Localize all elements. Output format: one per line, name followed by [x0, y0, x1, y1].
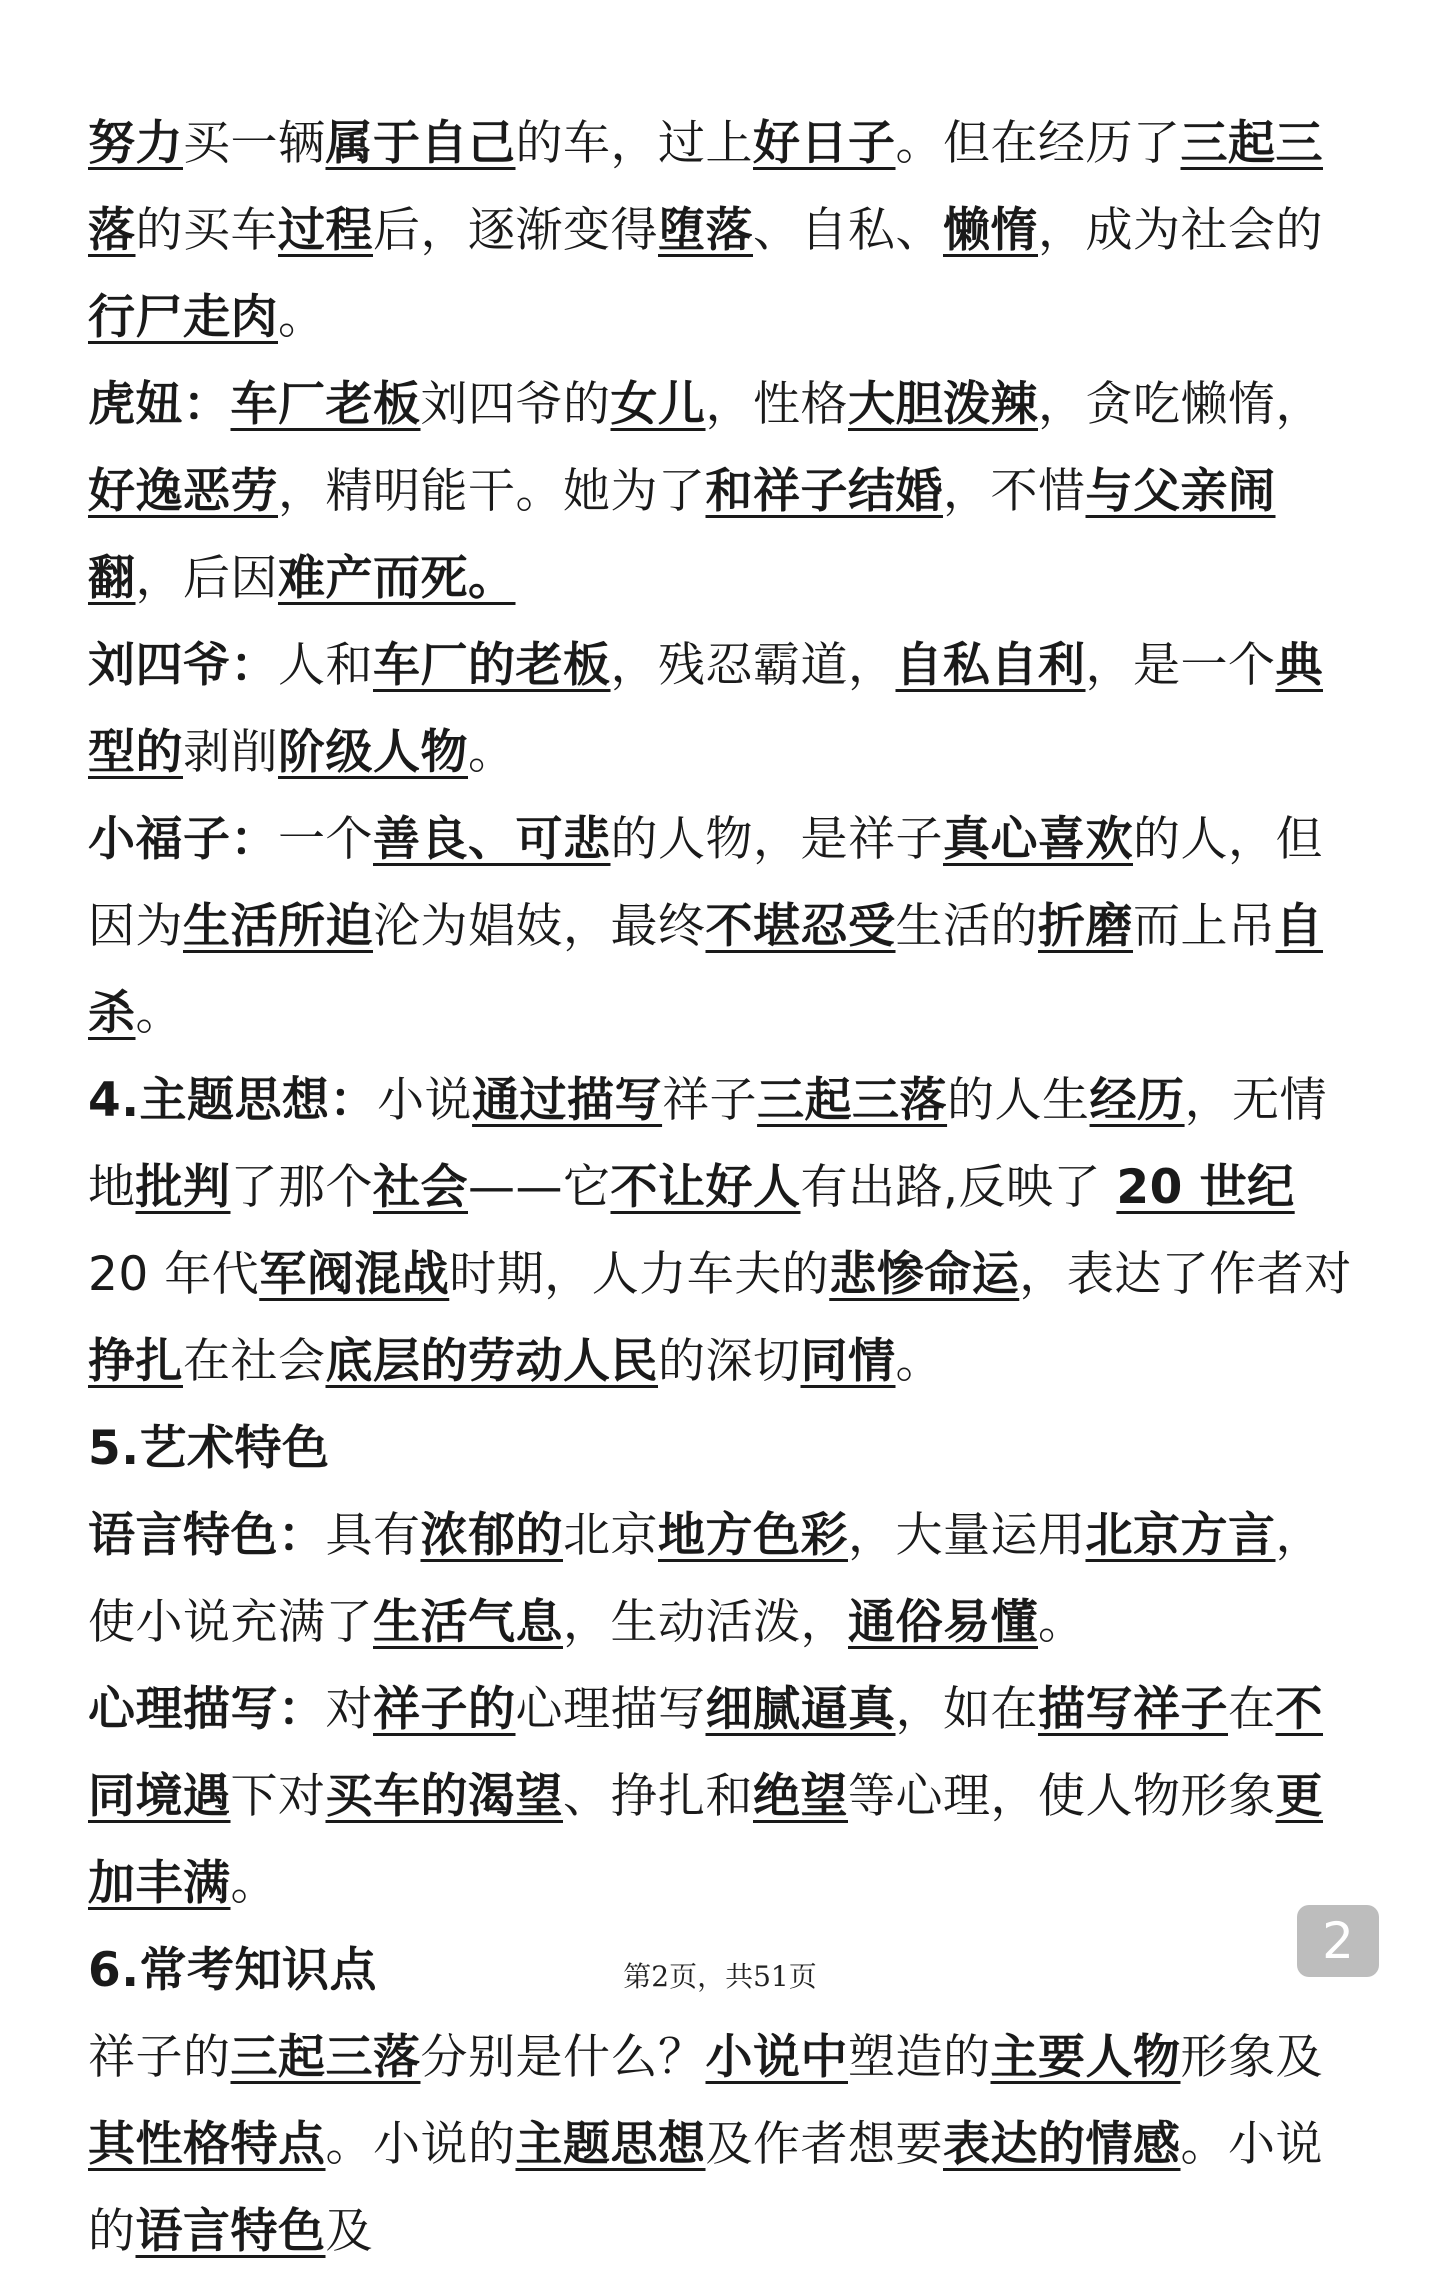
body-text: 对	[325, 1682, 373, 1737]
emphasis-text: 堕落	[658, 203, 753, 258]
body-text: 在	[1228, 1682, 1276, 1737]
emphasis-text: 典型的	[88, 638, 1323, 780]
emphasis-text: 通过描写	[472, 1073, 663, 1128]
body-text: 。	[895, 1334, 943, 1389]
emphasis-text: 三起三落	[757, 1073, 948, 1128]
emphasis-text: 地方色彩	[658, 1508, 848, 1563]
body-text: 。	[1038, 1595, 1086, 1650]
emphasis-text: 小福子：	[88, 812, 278, 867]
emphasis-text: 语言特色：	[88, 1508, 326, 1563]
emphasis-text: 车厂的老板	[373, 638, 611, 693]
emphasis-text: 心理描写：	[88, 1682, 326, 1737]
emphasis-text: 善良、可悲	[373, 812, 611, 867]
body-text: ，成为社会的	[1038, 203, 1323, 258]
body-text: 。小说的	[88, 2117, 1323, 2259]
emphasis-text: 折磨	[1038, 899, 1133, 954]
emphasis-text: 军阀混战	[259, 1247, 450, 1302]
emphasis-text: 自杀	[88, 899, 1323, 1041]
paragraph	[88, 622, 1358, 796]
emphasis-text: 主要人物	[990, 2030, 1181, 2085]
body-text: ，生动活泼，	[563, 1595, 848, 1650]
emphasis-text: 三起三落	[230, 2030, 421, 2085]
body-text: 北京	[563, 1508, 658, 1563]
document-body	[88, 100, 1358, 2275]
body-text: ，大量运用	[848, 1508, 1086, 1563]
emphasis-text: 经历	[1089, 1073, 1185, 1128]
emphasis-text: 不堪忍受	[705, 899, 896, 954]
emphasis-text: 过程	[278, 203, 373, 258]
body-text: ，贪吃懒惰，	[1038, 377, 1323, 432]
body-text: 后，逐渐变得	[373, 203, 658, 258]
body-text: 生活的	[895, 899, 1038, 954]
emphasis-text: 5.艺术特色	[88, 1421, 330, 1476]
body-text: 沦为娼妓，最终	[373, 899, 706, 954]
body-text: 时期，人力车夫的	[449, 1247, 830, 1302]
body-text: ，使小说充满了	[88, 1508, 1323, 1650]
body-text: ，如在	[895, 1682, 1038, 1737]
paragraph	[88, 1666, 1358, 1927]
body-text: 的深切	[658, 1334, 801, 1389]
body-text: 买一辆	[183, 116, 326, 171]
paragraph	[88, 2014, 1358, 2275]
body-text: 。小说的	[325, 2117, 516, 2172]
paragraph	[88, 1057, 1358, 1405]
body-text: 。	[230, 1856, 278, 1911]
body-text: 。	[135, 986, 183, 1041]
body-text: 小说	[377, 1073, 473, 1128]
emphasis-text: 6.常考知识点	[88, 1943, 378, 1998]
emphasis-text: 描写祥子	[1038, 1682, 1228, 1737]
emphasis-text: 小说中	[705, 2030, 848, 2085]
emphasis-text: 与父亲闹翻	[88, 464, 1276, 606]
body-text: 人和	[278, 638, 373, 693]
body-text: 的买车	[135, 203, 278, 258]
paragraph	[88, 100, 1358, 361]
body-text: 。	[278, 290, 326, 345]
emphasis-text: 好日子	[753, 116, 896, 171]
emphasis-text: 祥子的	[373, 1682, 516, 1737]
emphasis-text: 好逸恶劳	[88, 464, 278, 519]
emphasis-text: 和祥子结婚	[705, 464, 943, 519]
body-text: 形象及	[1180, 2030, 1323, 2085]
emphasis-text: 努力	[88, 116, 183, 171]
page-footer: 第2页，共51页	[623, 1960, 817, 1993]
body-text: ，不惜	[943, 464, 1086, 519]
body-text: 20 年代	[88, 1247, 260, 1302]
emphasis-text: 底层的劳动人民	[325, 1334, 658, 1389]
emphasis-text: 真心喜欢	[943, 812, 1133, 867]
emphasis-text: 浓郁的	[420, 1508, 563, 1563]
paragraph	[88, 1405, 1358, 1492]
body-text: 剥削	[183, 725, 278, 780]
emphasis-text: 阶级人物	[278, 725, 468, 780]
body-text: ，无情地	[88, 1073, 1328, 1215]
body-text: ，精明能干。她为了	[278, 464, 706, 519]
emphasis-text: 行尸走肉	[88, 290, 278, 345]
body-text: 的人，但因为	[88, 812, 1323, 954]
emphasis-text: 其性格特点	[88, 2117, 326, 2172]
body-text: 及作者想要	[705, 2117, 943, 2172]
body-text: 的人物，是祥子	[610, 812, 943, 867]
body-text: 等心理，使人物形象	[848, 1769, 1276, 1824]
emphasis-text: 女儿	[610, 377, 706, 432]
emphasis-text: 懒惰	[943, 203, 1038, 258]
emphasis-text: 4.主题思想：	[88, 1073, 378, 1128]
body-text: 具有	[325, 1508, 421, 1563]
body-text: 、自私、	[753, 203, 943, 258]
emphasis-text: 车厂老板	[230, 377, 421, 432]
body-text: ，性格	[705, 377, 848, 432]
body-text: 祥子	[662, 1073, 758, 1128]
body-text: ，表达了作者对	[1019, 1247, 1352, 1302]
emphasis-text: 北京方言	[1085, 1508, 1276, 1563]
paragraph	[88, 796, 1358, 1057]
body-text: 塑造的	[848, 2030, 991, 2085]
body-text: 了那个	[230, 1160, 373, 1215]
emphasis-text: 买车的渴望	[325, 1769, 563, 1824]
paragraph	[88, 1492, 1358, 1666]
emphasis-text: 生活所迫	[183, 899, 373, 954]
emphasis-text: 表达的情感	[943, 2117, 1181, 2172]
body-text: ，后因	[135, 551, 278, 606]
body-text: 、挣扎和	[563, 1769, 753, 1824]
emphasis-text: 同情	[800, 1334, 896, 1389]
body-text: 刘四爷的	[420, 377, 611, 432]
emphasis-text: 不同境遇	[88, 1682, 1323, 1824]
paragraph	[88, 361, 1358, 622]
emphasis-text: 细腻逼真	[705, 1682, 896, 1737]
emphasis-text: 社会	[373, 1160, 468, 1215]
body-text: ，是一个	[1085, 638, 1276, 693]
emphasis-text: 挣扎	[88, 1334, 183, 1389]
emphasis-text: 属于自己	[325, 116, 516, 171]
emphasis-text: 批判	[135, 1160, 231, 1215]
body-text: 有出路,反映了	[800, 1160, 1117, 1215]
emphasis-text: 刘四爷：	[88, 638, 278, 693]
emphasis-text: 三起三落	[88, 116, 1323, 258]
body-text: 。	[468, 725, 516, 780]
body-text: 而上吊	[1133, 899, 1276, 954]
emphasis-text: 难产而死。	[278, 551, 516, 606]
emphasis-text: 不让好人	[610, 1160, 801, 1215]
body-text: 心理描写	[515, 1682, 706, 1737]
body-text: 的人生	[947, 1073, 1090, 1128]
body-text: 在社会	[183, 1334, 326, 1389]
page-number-badge: 2	[1297, 1905, 1379, 1977]
emphasis-text: 语言特色	[135, 2204, 326, 2259]
body-text: 分别是什么？	[420, 2030, 706, 2085]
emphasis-text: 更加丰满	[88, 1769, 1323, 1911]
emphasis-text: 大胆泼辣	[848, 377, 1038, 432]
emphasis-text: 生活气息	[373, 1595, 563, 1650]
emphasis-text: 绝望	[753, 1769, 848, 1824]
body-text: 。但在经历了	[895, 116, 1181, 171]
body-text: 的车，过上	[515, 116, 753, 171]
emphasis-text: 主题思想	[515, 2117, 706, 2172]
emphasis-text: 20 世纪	[1116, 1160, 1295, 1215]
emphasis-text: 悲惨命运	[829, 1247, 1020, 1302]
emphasis-text: 通俗易懂	[848, 1595, 1038, 1650]
emphasis-text: 自私自利	[895, 638, 1086, 693]
emphasis-text: 虎妞：	[88, 377, 231, 432]
body-text: 及	[325, 2204, 373, 2259]
body-text: 下对	[230, 1769, 326, 1824]
body-text: 祥子的	[88, 2030, 231, 2085]
body-text: 一个	[278, 812, 373, 867]
body-text: ——它	[468, 1160, 611, 1215]
body-text: ，残忍霸道，	[610, 638, 896, 693]
